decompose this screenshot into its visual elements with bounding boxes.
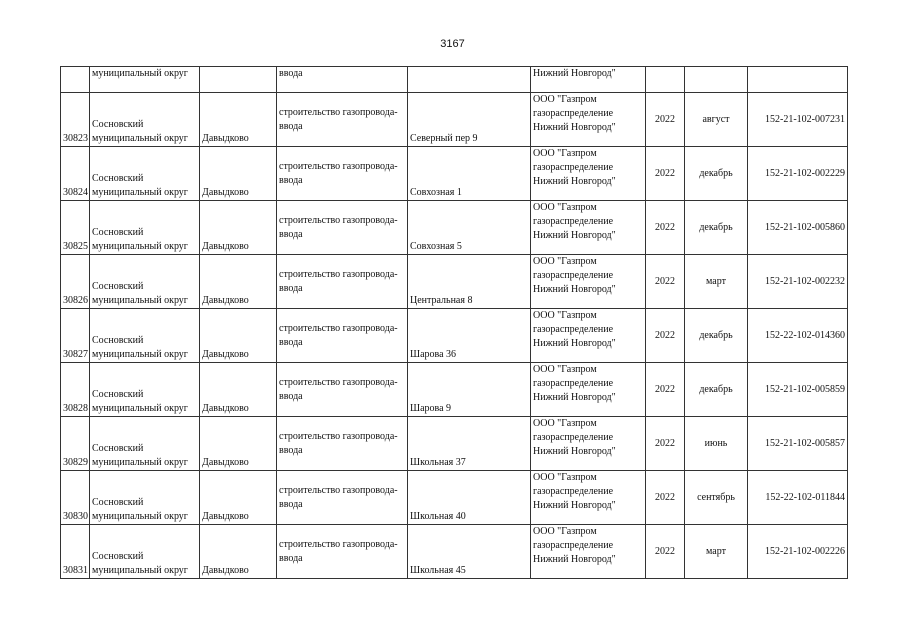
cell-code — [748, 363, 848, 417]
year-text: 2022 — [655, 221, 675, 233]
org-line-3: Нижний Новгород" — [533, 176, 616, 187]
cell-org — [531, 309, 646, 363]
work-line-2: ввода — [279, 552, 303, 564]
cell-district — [90, 93, 200, 147]
code-text: 152-21-102-005859 — [765, 383, 845, 395]
org-line-3: Нижний Новгород" — [533, 230, 616, 241]
work-line-1: строительство газопровода- — [279, 214, 398, 226]
village-name: Давыдково — [202, 511, 249, 522]
cell-work — [277, 471, 408, 525]
address-text: Школьная 37 — [410, 457, 466, 468]
cell-village — [200, 471, 277, 525]
org-line-2: газораспределение — [533, 162, 614, 173]
cell-address — [408, 471, 531, 525]
cell-num — [61, 67, 90, 93]
work-line-2: ввода — [279, 444, 303, 456]
org-line-1: ООО "Газпром — [533, 256, 597, 267]
cell-district — [90, 201, 200, 255]
code-text: 152-21-102-002229 — [765, 167, 845, 179]
cell-num — [61, 471, 90, 525]
year-text: 2022 — [655, 545, 675, 557]
cell-district: муниципальный округ — [90, 67, 200, 93]
village-name: Давыдково — [202, 457, 249, 468]
table-row — [61, 201, 848, 255]
cell-village — [200, 363, 277, 417]
org-line-1: ООО "Газпром — [533, 148, 597, 159]
cell-num — [61, 525, 90, 579]
org-line-2: газораспределение — [533, 486, 614, 497]
cell-address — [408, 309, 531, 363]
month-text: июнь — [704, 437, 728, 449]
address-text: Совхозная 1 — [410, 187, 462, 198]
work-line-2: ввода — [279, 228, 303, 240]
year-text: 2022 — [655, 275, 675, 287]
work-line-2: ввода — [279, 120, 303, 132]
cell-year — [646, 471, 685, 525]
cell-org — [531, 363, 646, 417]
cell-code — [748, 93, 848, 147]
cell-num — [61, 417, 90, 471]
org-line-1: ООО "Газпром — [533, 472, 597, 483]
org-line-1: ООО "Газпром — [533, 526, 597, 537]
district-line-1: Сосновский — [92, 551, 144, 562]
code-text: 152-21-102-005857 — [765, 437, 845, 449]
row-number: 30828 — [63, 403, 88, 414]
org-line-2: газораспределение — [533, 324, 614, 335]
cell-work — [277, 363, 408, 417]
work-line-1: строительство газопровода- — [279, 322, 398, 334]
work-line-1: строительство газопровода- — [279, 160, 398, 172]
month-text: сентябрь — [697, 491, 735, 503]
table-row — [61, 147, 848, 201]
cell-month — [685, 309, 748, 363]
district-line-2: муниципальный округ — [92, 565, 188, 576]
cell-address — [408, 525, 531, 579]
row-number: 30826 — [63, 295, 88, 306]
district-line-2: муниципальный округ — [92, 133, 188, 144]
work-line-1: строительство газопровода- — [279, 376, 398, 388]
district-line-2: муниципальный округ — [92, 241, 188, 252]
cell-work — [277, 417, 408, 471]
cell-org — [531, 201, 646, 255]
cell-work — [277, 147, 408, 201]
cell-month — [685, 255, 748, 309]
district-line-1: Сосновский — [92, 227, 144, 238]
cell-district — [90, 255, 200, 309]
cell-num — [61, 147, 90, 201]
code-text: 152-21-102-005860 — [765, 221, 845, 233]
year-text: 2022 — [655, 383, 675, 395]
address-text: Школьная 45 — [410, 565, 466, 576]
village-name: Давыдково — [202, 349, 249, 360]
cell-village — [200, 93, 277, 147]
org-line-2: газораспределение — [533, 540, 614, 551]
work-line-2: ввода — [279, 390, 303, 402]
row-number: 30825 — [63, 241, 88, 252]
cell-num — [61, 363, 90, 417]
cell-work — [277, 93, 408, 147]
cell-org — [531, 255, 646, 309]
code-text: 152-21-102-002232 — [765, 275, 845, 287]
org-line-2: газораспределение — [533, 270, 614, 281]
cell-code — [748, 525, 848, 579]
work-line-2: ввода — [279, 174, 303, 186]
month-text: декабрь — [699, 383, 733, 395]
cell-code — [748, 417, 848, 471]
cell-year — [646, 93, 685, 147]
district-line-2: муниципальный округ — [92, 349, 188, 360]
row-number: 30831 — [63, 565, 88, 576]
cell-month — [685, 93, 748, 147]
village-name: Давыдково — [202, 295, 249, 306]
cell-code — [748, 471, 848, 525]
village-name: Давыдково — [202, 565, 249, 576]
cell-num — [61, 255, 90, 309]
work-line-2: ввода — [279, 498, 303, 510]
org-line-3: Нижний Новгород" — [533, 446, 616, 457]
address-text: Центральная 8 — [410, 295, 473, 306]
village-name: Давыдково — [202, 403, 249, 414]
work-line-1: строительство газопровода- — [279, 430, 398, 442]
org-line-2: газораспределение — [533, 216, 614, 227]
row-number: 30829 — [63, 457, 88, 468]
org-line-3: Нижний Новгород" — [533, 284, 616, 295]
cell-month — [685, 201, 748, 255]
org-line-2: газораспределение — [533, 432, 614, 443]
table-row — [61, 417, 848, 471]
month-text: март — [706, 275, 726, 287]
cell-year — [646, 363, 685, 417]
cell-village — [200, 201, 277, 255]
year-text: 2022 — [655, 437, 675, 449]
district-line-1: Сосновский — [92, 119, 144, 130]
cell-num — [61, 93, 90, 147]
cell-code — [748, 201, 848, 255]
org-line-1: ООО "Газпром — [533, 418, 597, 429]
cell-year — [646, 309, 685, 363]
code-text: 152-21-102-002226 — [765, 545, 845, 557]
table-body — [61, 67, 848, 579]
cell-district — [90, 471, 200, 525]
address-text: Школьная 40 — [410, 511, 466, 522]
code-text: 152-21-102-007231 — [765, 113, 845, 125]
district-line-1: Сосновский — [92, 497, 144, 508]
village-name: Давыдково — [202, 241, 249, 252]
cell-year — [646, 417, 685, 471]
address-text: Шарова 36 — [410, 349, 457, 360]
org-line-3: Нижний Новгород" — [533, 338, 616, 349]
cell-org — [531, 471, 646, 525]
district-line-2: муниципальный округ — [92, 187, 188, 198]
year-text: 2022 — [655, 167, 675, 179]
code-text: 152-22-102-011844 — [765, 491, 845, 503]
year-text: 2022 — [655, 113, 675, 125]
work-line-1: строительство газопровода- — [279, 538, 398, 550]
cell-district — [90, 525, 200, 579]
district-line-2: муниципальный округ — [92, 511, 188, 522]
cell-month — [685, 67, 748, 93]
district-line-1: Сосновский — [92, 335, 144, 346]
address-text: Северный пер 9 — [410, 133, 478, 144]
cell-year — [646, 525, 685, 579]
cell-address — [408, 363, 531, 417]
work-line-2: ввода — [279, 282, 303, 294]
cell-address — [408, 255, 531, 309]
table-row — [61, 471, 848, 525]
month-text: август — [702, 113, 730, 125]
month-text: декабрь — [699, 221, 733, 233]
cell-month — [685, 147, 748, 201]
org-line-1: ООО "Газпром — [533, 94, 597, 105]
cell-district — [90, 417, 200, 471]
cell-district — [90, 147, 200, 201]
row-number: 30823 — [63, 133, 88, 144]
table-row — [61, 93, 848, 147]
org-line-2: газораспределение — [533, 378, 614, 389]
cell-org — [531, 525, 646, 579]
cell-year — [646, 255, 685, 309]
address-text: Совхозная 5 — [410, 241, 462, 252]
code-text: 152-22-102-014360 — [765, 329, 845, 341]
cell-month — [685, 471, 748, 525]
cell-address — [408, 147, 531, 201]
cell-village — [200, 67, 277, 93]
org-line-2: газораспределение — [533, 108, 614, 119]
cell-code — [748, 147, 848, 201]
month-text: декабрь — [699, 329, 733, 341]
cell-village — [200, 417, 277, 471]
year-text: 2022 — [655, 329, 675, 341]
district-line-1: Сосновский — [92, 281, 144, 292]
cell-district — [90, 363, 200, 417]
table-row — [61, 309, 848, 363]
work-line-1: строительство газопровода- — [279, 484, 398, 496]
cell-district — [90, 309, 200, 363]
cell-village — [200, 309, 277, 363]
address-text: Шарова 9 — [410, 403, 452, 414]
cell-work — [277, 309, 408, 363]
cell-work — [277, 201, 408, 255]
org-line-1: ООО "Газпром — [533, 202, 597, 213]
row-number: 30827 — [63, 349, 88, 360]
org-line-1: ООО "Газпром — [533, 364, 597, 375]
cell-month — [685, 363, 748, 417]
org-line-3: Нижний Новгород" — [533, 122, 616, 133]
work-line-2: ввода — [279, 336, 303, 348]
org-line-3: Нижний Новгород" — [533, 500, 616, 511]
district-line-1: Сосновский — [92, 443, 144, 454]
cell-num — [61, 309, 90, 363]
district-line-2: муниципальный округ — [92, 403, 188, 414]
row-number: 30824 — [63, 187, 88, 198]
district-line-2: муниципальный округ — [92, 457, 188, 468]
village-name: Давыдково — [202, 187, 249, 198]
cell-year — [646, 67, 685, 93]
work-line-1: строительство газопровода- — [279, 106, 398, 118]
cell-code — [748, 67, 848, 93]
cell-org — [531, 147, 646, 201]
cell-org — [531, 417, 646, 471]
cell-address — [408, 67, 531, 93]
table-row — [61, 255, 848, 309]
cell-month — [685, 417, 748, 471]
cell-address — [408, 201, 531, 255]
year-text: 2022 — [655, 491, 675, 503]
month-text: март — [706, 545, 726, 557]
cell-year — [646, 201, 685, 255]
district-line-1: Сосновский — [92, 389, 144, 400]
cell-code — [748, 255, 848, 309]
cell-org: Нижний Новгород" — [531, 67, 646, 93]
row-number: 30830 — [63, 511, 88, 522]
cell-address — [408, 93, 531, 147]
district-line-1: Сосновский — [92, 173, 144, 184]
org-line-1: ООО "Газпром — [533, 310, 597, 321]
cell-village — [200, 255, 277, 309]
cell-month — [685, 525, 748, 579]
registry-table — [60, 66, 848, 579]
cell-year — [646, 147, 685, 201]
org-line-3: Нижний Новгород" — [533, 392, 616, 403]
month-text: декабрь — [699, 167, 733, 179]
cell-org — [531, 93, 646, 147]
org-line-3: Нижний Новгород" — [533, 554, 616, 565]
cell-code — [748, 309, 848, 363]
cell-work — [277, 255, 408, 309]
page-number: 3167 — [440, 38, 465, 50]
cell-village — [200, 147, 277, 201]
continuation-row — [61, 67, 848, 93]
district-line-2: муниципальный округ — [92, 295, 188, 306]
table-row — [61, 525, 848, 579]
cell-work: ввода — [277, 67, 408, 93]
cell-work — [277, 525, 408, 579]
cell-num — [61, 201, 90, 255]
cell-address — [408, 417, 531, 471]
work-line-1: строительство газопровода- — [279, 268, 398, 280]
cell-village — [200, 525, 277, 579]
table-row — [61, 363, 848, 417]
village-name: Давыдково — [202, 133, 249, 144]
